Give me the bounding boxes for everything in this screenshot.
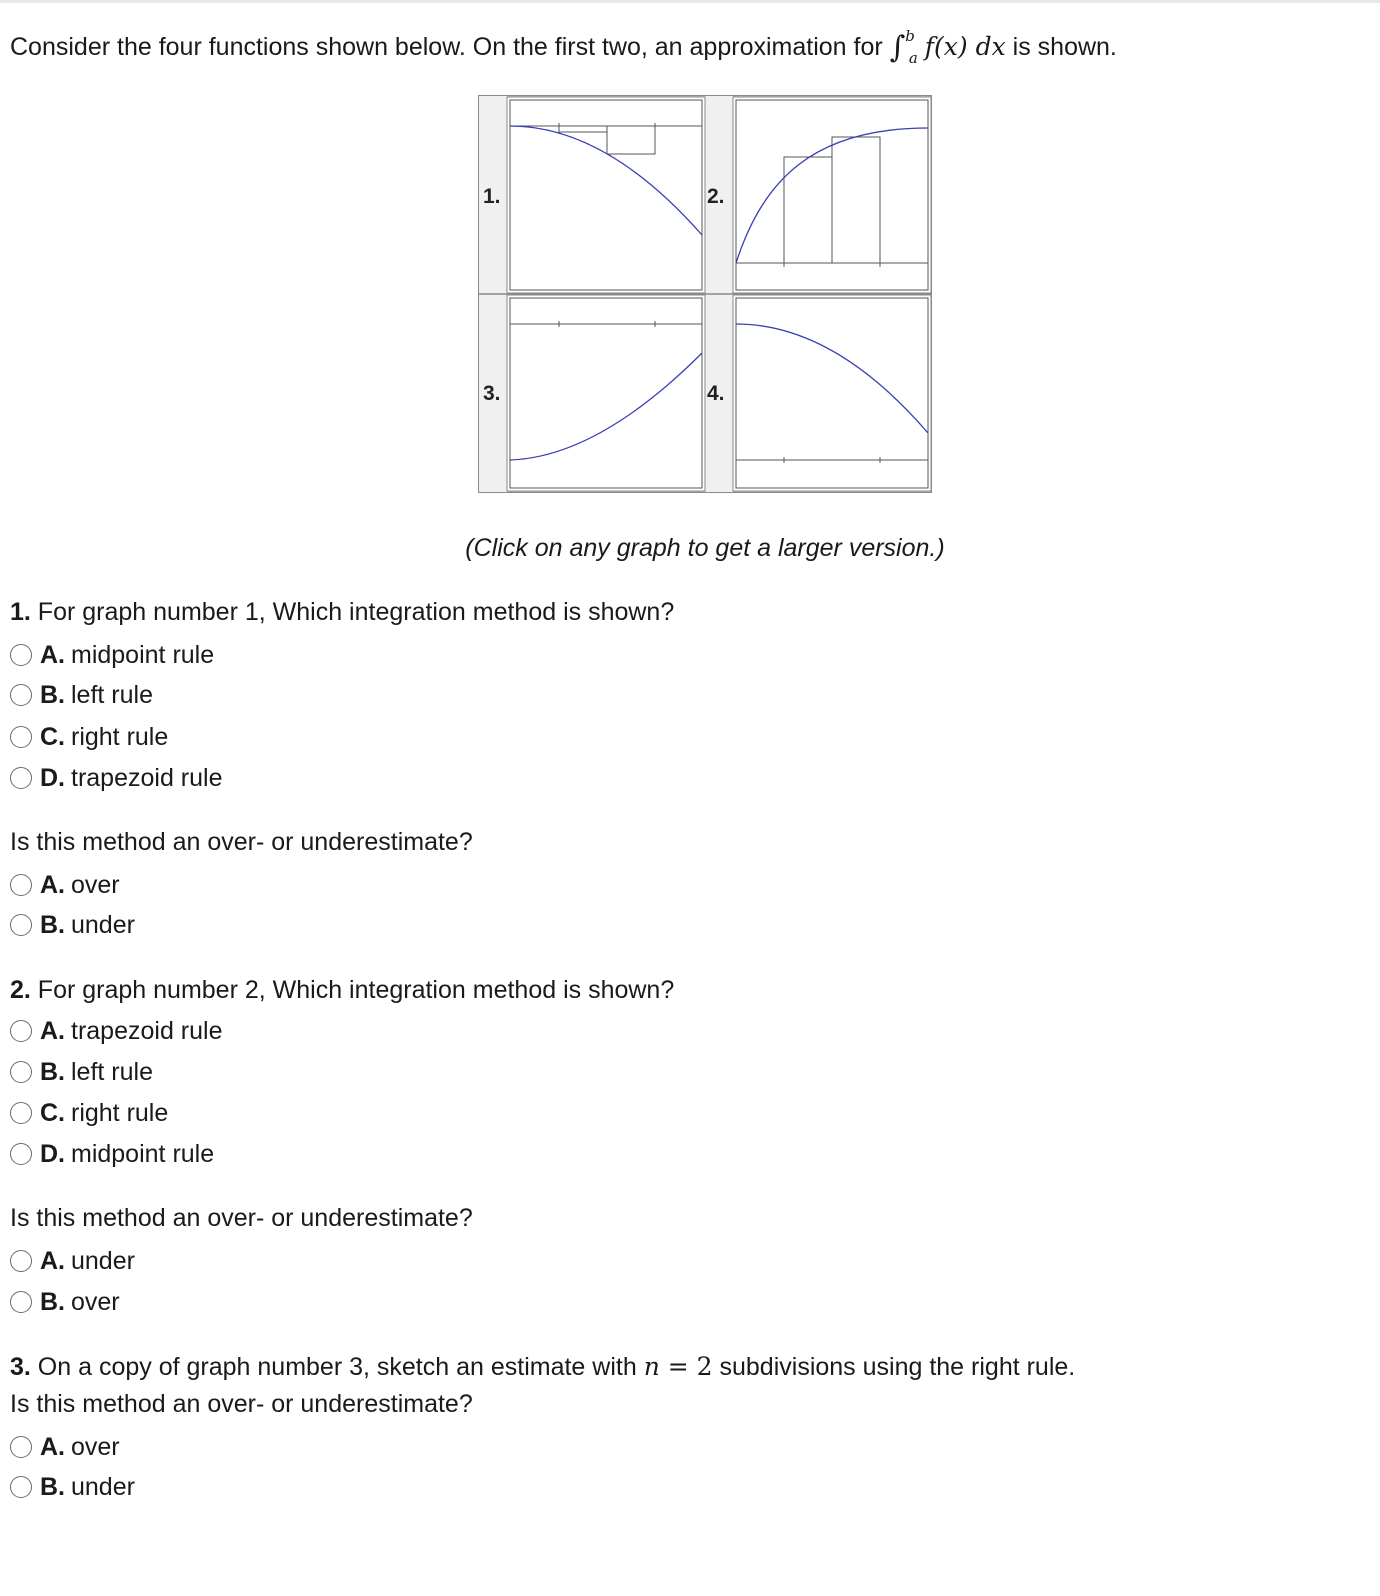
q1-radio-c[interactable] [10, 726, 32, 748]
q2-estimate-option-b-label: over [71, 1287, 120, 1316]
q3-estimate-option-a-letter: A. [40, 1432, 65, 1461]
q1-option-c-letter: C. [40, 722, 65, 751]
q1-estimate-option-a-label: over [71, 870, 120, 899]
q2-option-b-letter: B. [40, 1057, 65, 1086]
q1-radio-b[interactable] [10, 684, 32, 706]
q2-option-d[interactable] [10, 1139, 214, 1169]
graph-2[interactable] [733, 97, 931, 293]
q2-option-c[interactable] [10, 1098, 168, 1128]
integral-sign: ∫ [889, 30, 906, 65]
graph-label-4: 4. [707, 382, 725, 405]
q2-option-c-label: right rule [71, 1098, 169, 1127]
q1-estimate-option-a[interactable] [10, 870, 120, 900]
q1-option-a-letter: A. [40, 640, 65, 669]
q2-estimate-option-b-letter: B. [40, 1287, 65, 1316]
top-divider [0, 0, 1380, 3]
q1-option-d-letter: D. [40, 763, 65, 792]
q2-option-d-label: midpoint rule [71, 1139, 215, 1168]
graph-1[interactable] [507, 97, 705, 293]
q1-estimate-option-b-label: under [71, 910, 135, 939]
graph-3[interactable] [507, 295, 705, 491]
q1-estimate-prompt: Is this method an over- or underestimate? [10, 828, 473, 856]
graphs-grid [478, 95, 932, 493]
q3-estimate-prompt: Is this method an over- or underestimate? [10, 1390, 473, 1418]
q3-math-var: n [643, 1352, 660, 1381]
q3-estimate-option-a-label: over [71, 1432, 120, 1461]
q1-option-c-label: right rule [71, 722, 169, 751]
q2-estimate-prompt: Is this method an over- or underestimate? [10, 1204, 473, 1232]
integral-lower-limit: a [908, 49, 918, 67]
q3-text-after: subdivisions using the right rule. [712, 1353, 1076, 1381]
q1-estimate-option-b[interactable] [10, 910, 135, 940]
q1-radio-d[interactable] [10, 767, 32, 789]
q2-estimate-option-b[interactable] [10, 1287, 120, 1317]
q3-estimate-radio-b[interactable] [10, 1476, 32, 1498]
q2-radio-b[interactable] [10, 1061, 32, 1083]
graph-label-1: 1. [483, 185, 501, 208]
q1-estimate-radio-a[interactable] [10, 874, 32, 896]
q2-title [10, 976, 674, 1005]
q2-estimate-radio-b[interactable] [10, 1291, 32, 1313]
integrand: f(x) dx [924, 32, 1006, 61]
q2-option-a-label: trapezoid rule [71, 1016, 223, 1045]
q3-estimate-option-b-letter: B. [40, 1472, 65, 1501]
q1-option-d-label: trapezoid rule [71, 763, 223, 792]
q2-radio-c[interactable] [10, 1102, 32, 1124]
q1-text: For graph number 1, Which integration method is shown? [30, 598, 675, 626]
q3-math-eq: = 2 [659, 1352, 713, 1381]
q2-radio-d[interactable] [10, 1143, 32, 1165]
graph-label-3: 3. [483, 382, 501, 405]
graph-4[interactable] [733, 295, 931, 491]
q3-title [10, 1352, 1075, 1382]
q1-option-a-label: midpoint rule [71, 640, 215, 669]
q1-option-c[interactable] [10, 722, 168, 752]
q1-option-a[interactable] [10, 640, 214, 670]
q2-option-b[interactable] [10, 1057, 153, 1087]
q1-option-b-label: left rule [71, 680, 153, 709]
q2-option-a-letter: A. [40, 1016, 65, 1045]
q2-option-d-letter: D. [40, 1139, 65, 1168]
q2-option-c-letter: C. [40, 1098, 65, 1127]
q1-radio-a[interactable] [10, 644, 32, 666]
q1-option-b-letter: B. [40, 680, 65, 709]
integral-upper-limit: b [905, 27, 915, 45]
intro-text-before: Consider the four functions shown below. On the first two, an approximation for [10, 33, 890, 61]
q1-title [10, 598, 674, 627]
intro-text [10, 27, 1117, 67]
q3-number: 3. [10, 1353, 31, 1381]
q2-option-a[interactable] [10, 1016, 222, 1046]
q3-estimate-radio-a[interactable] [10, 1436, 32, 1458]
q2-number: 2. [10, 976, 31, 1004]
q2-text: For graph number 2, Which integration method is shown? [30, 976, 675, 1004]
q3-estimate-option-b-label: under [71, 1472, 135, 1501]
q1-number: 1. [10, 598, 31, 626]
graph-label-2: 2. [707, 185, 725, 208]
q1-estimate-option-b-letter: B. [40, 910, 65, 939]
q2-option-b-label: left rule [71, 1057, 153, 1086]
q2-estimate-option-a[interactable] [10, 1246, 135, 1276]
q1-option-d[interactable] [10, 763, 222, 793]
q1-estimate-radio-b[interactable] [10, 914, 32, 936]
q3-text-before: On a copy of graph number 3, sketch an estimate with [30, 1353, 644, 1381]
q2-estimate-option-a-label: under [71, 1246, 135, 1275]
q1-option-b[interactable] [10, 680, 153, 710]
intro-text-after: is shown. [1005, 33, 1117, 61]
graph-3-plot-area [510, 298, 702, 488]
graphs-caption: (Click on any graph to get a larger version.) [465, 534, 945, 562]
q3-estimate-option-b[interactable] [10, 1472, 135, 1502]
q2-estimate-option-a-letter: A. [40, 1246, 65, 1275]
q2-radio-a[interactable] [10, 1020, 32, 1042]
q1-estimate-option-a-letter: A. [40, 870, 65, 899]
q2-estimate-radio-a[interactable] [10, 1250, 32, 1272]
q3-estimate-option-a[interactable] [10, 1432, 120, 1462]
